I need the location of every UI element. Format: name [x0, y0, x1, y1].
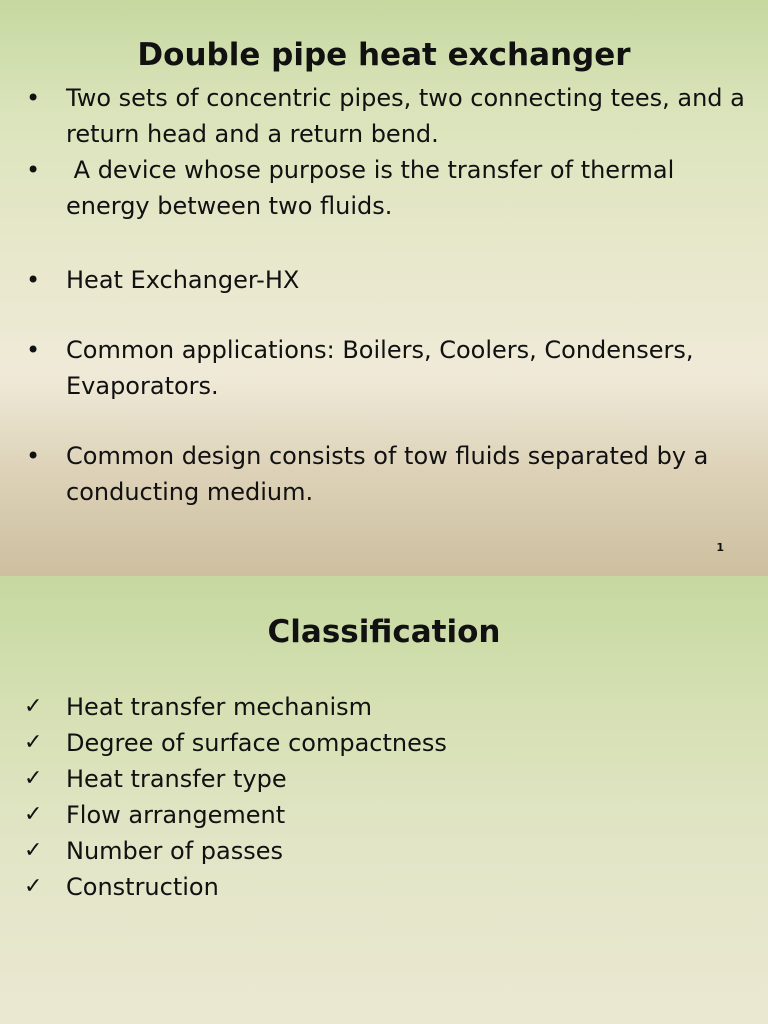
- checklist: [0, 689, 768, 905]
- list-item-text: Heat Exchanger-HX: [66, 266, 300, 294]
- slide-2: [0, 576, 768, 1024]
- list-item: [0, 797, 768, 833]
- list-item: [0, 833, 768, 869]
- bullet-icon: •: [26, 156, 41, 184]
- list-item: [0, 262, 768, 298]
- list-item-text: Common design consists of tow fluids separated by a conducting medium.: [66, 442, 709, 506]
- bullet-icon: •: [26, 336, 41, 364]
- list-item-text: A device whose purpose is the transfer of thermal energy between two fluids.: [66, 156, 682, 220]
- list-item-text: Construction: [66, 873, 219, 901]
- list-item: [0, 725, 768, 761]
- list-item: [0, 152, 768, 224]
- list-item: [0, 332, 768, 404]
- list-item-text: Two sets of concentric pipes, two connecting tees, and a return head and a return bend.: [66, 84, 745, 148]
- checkmark-icon: ✓: [24, 838, 43, 863]
- list-item: [0, 689, 768, 725]
- list-item-text: Heat transfer mechanism: [66, 693, 372, 721]
- list-item-text: Common applications: Boilers, Coolers, Condensers, Evaporators.: [66, 336, 694, 400]
- list-item: [0, 761, 768, 797]
- slide-title: Classification: [267, 614, 501, 650]
- bullet-icon: •: [26, 266, 41, 294]
- checkmark-icon: ✓: [24, 730, 43, 755]
- list-item-text: Heat transfer type: [66, 765, 287, 793]
- bullet-icon: •: [26, 84, 41, 112]
- checkmark-icon: ✓: [24, 874, 43, 899]
- checkmark-icon: ✓: [24, 802, 43, 827]
- checkmark-icon: ✓: [24, 694, 43, 719]
- bullet-icon: •: [26, 442, 41, 470]
- list-item: [0, 869, 768, 905]
- list-item-text: Flow arrangement: [66, 801, 286, 829]
- list-item: [0, 80, 768, 152]
- list-item-text: Number of passes: [66, 837, 284, 865]
- page-number: 1: [716, 541, 724, 554]
- slide-title: Double pipe heat exchanger: [137, 37, 631, 73]
- bullet-list: [0, 80, 768, 510]
- list-item-text: Degree of surface compactness: [66, 729, 447, 757]
- checkmark-icon: ✓: [24, 766, 43, 791]
- list-item: [0, 438, 768, 510]
